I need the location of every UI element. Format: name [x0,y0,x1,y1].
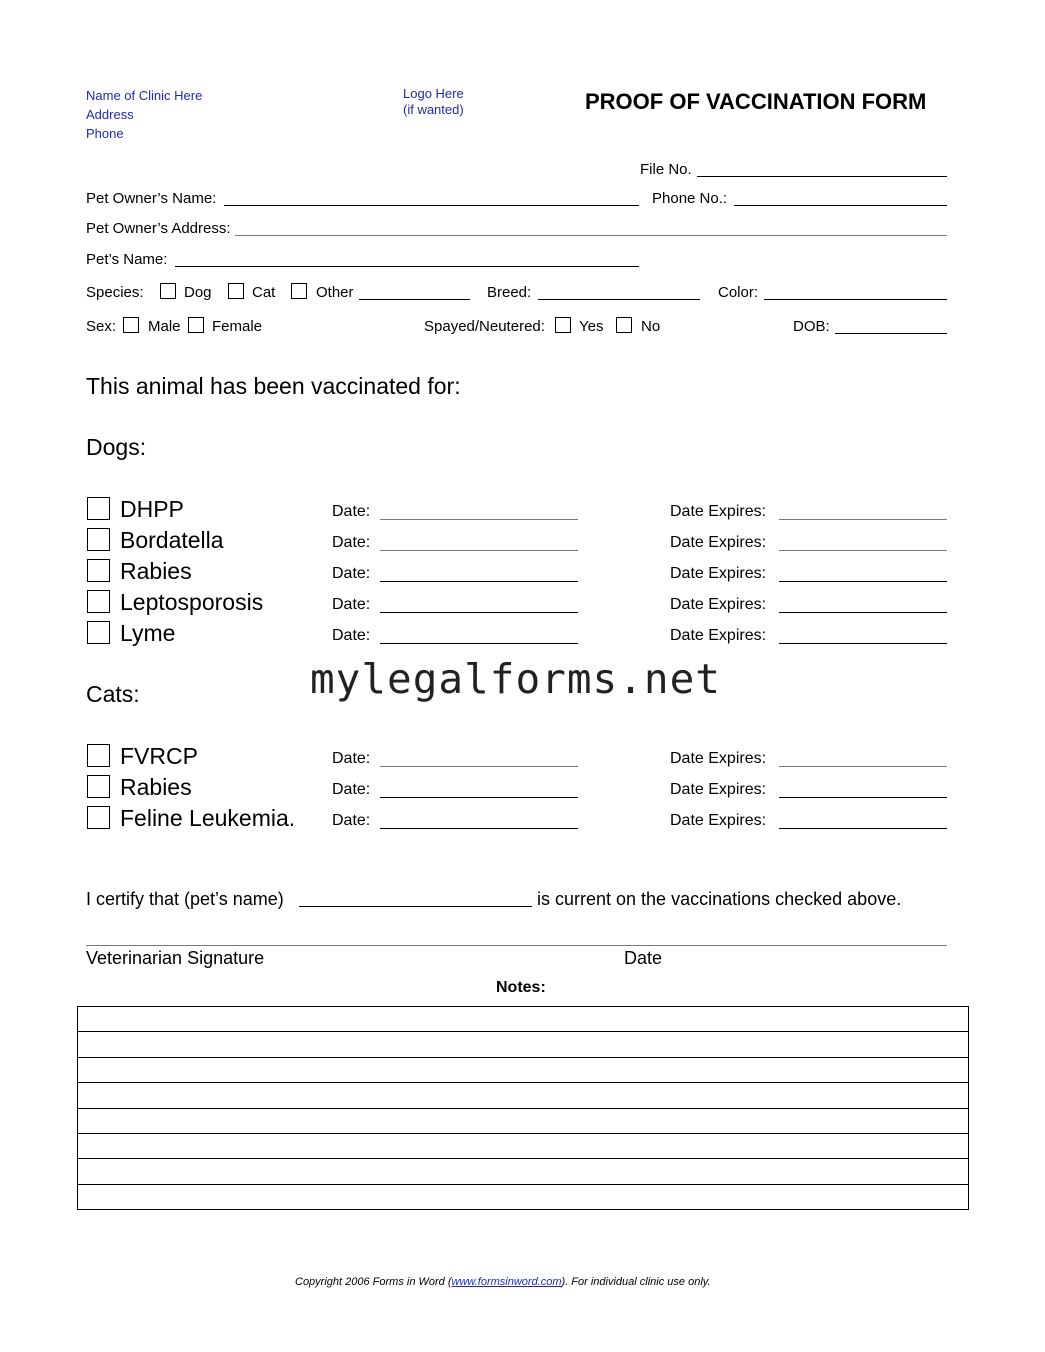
logo-placeholder: Logo Here [403,86,464,101]
file-no-field[interactable] [697,176,947,177]
notes-box[interactable] [77,1006,969,1210]
date-expires-label: Date Expires: [670,596,767,613]
dhpp-checkbox[interactable] [87,497,110,520]
date-expires-label: Date Expires: [670,781,767,798]
owner-name-field[interactable] [224,205,639,206]
male-label: Male [148,318,181,335]
notes-line[interactable] [78,1032,968,1057]
date-label: Date: [332,503,371,520]
date-expires-field[interactable] [779,766,947,767]
date-field[interactable] [380,828,578,829]
footer-copyright [295,1276,711,1288]
dob-label: DOB: [793,318,830,335]
owner-name-label: Pet Owner’s Name: [86,190,217,207]
footer-prefix: Copyright 2006 Forms in Word ( [295,1276,452,1288]
female-checkbox[interactable] [188,317,204,333]
date-label: Date: [332,750,371,767]
notes-label: Notes: [496,979,546,996]
date-expires-field[interactable] [779,828,947,829]
phone-no-label: Phone No.: [652,190,728,207]
date-expires-label: Date Expires: [670,750,767,767]
date-expires-field[interactable] [779,581,947,582]
date-field[interactable] [380,519,578,520]
date-field[interactable] [380,612,578,613]
phone-no-field[interactable] [734,205,947,206]
date-field[interactable] [380,643,578,644]
vaccine-label: DHPP [120,496,184,522]
male-checkbox[interactable] [123,317,139,333]
notes-line[interactable] [78,1083,968,1108]
date-expires-field[interactable] [779,612,947,613]
certify-suffix: is current on the vaccinations checked above. [537,889,902,909]
fvrcp-checkbox[interactable] [87,744,110,767]
spayed-no-label: No [641,318,661,335]
spayed-label: Spayed/Neutered: [424,318,545,335]
date-expires-field[interactable] [779,550,947,551]
date-expires-label: Date Expires: [670,503,767,520]
watermark: mylegalforms.net [310,655,721,703]
notes-line[interactable] [78,1134,968,1159]
female-label: Female [212,318,263,335]
vaccine-label: Lyme [120,620,176,646]
other-species-field[interactable] [359,299,470,300]
file-no-label: File No. [640,161,692,178]
color-field[interactable] [764,299,947,300]
rabies-dog-checkbox[interactable] [87,559,110,582]
leptosporosis-checkbox[interactable] [87,590,110,613]
signature-date-label: Date [624,948,663,968]
owner-address-field[interactable] [235,235,947,236]
spayed-yes-label: Yes [579,318,604,335]
page-title: PROOF OF VACCINATION FORM [585,89,927,114]
species-label: Species: [86,284,144,301]
pet-name-label: Pet’s Name: [86,251,168,268]
date-label: Date: [332,812,371,829]
footer-suffix: ). For individual clinic use only. [561,1276,711,1288]
rabies-cat-checkbox[interactable] [87,775,110,798]
date-expires-label: Date Expires: [670,627,767,644]
date-expires-label: Date Expires: [670,534,767,551]
clinic-phone: Phone [86,126,124,141]
color-label: Color: [718,284,759,301]
cats-heading: Cats: [86,681,140,707]
date-label: Date: [332,627,371,644]
other-label: Other [316,284,354,301]
cat-label: Cat [252,284,276,301]
date-label: Date: [332,534,371,551]
vaccine-label: Feline Leukemia. [120,805,296,831]
date-expires-field[interactable] [779,643,947,644]
date-expires-field[interactable] [779,519,947,520]
signature-line[interactable] [86,945,947,946]
bordatella-checkbox[interactable] [87,528,110,551]
dog-checkbox[interactable] [160,283,176,299]
date-field[interactable] [380,550,578,551]
notes-line[interactable] [78,1007,968,1032]
feline-leukemia-checkbox[interactable] [87,806,110,829]
date-label: Date: [332,596,371,613]
footer-link[interactable]: www.formsinword.com [451,1276,562,1288]
dob-field[interactable] [835,333,947,334]
vaccine-label: Rabies [120,774,192,800]
date-field[interactable] [380,581,578,582]
notes-line[interactable] [78,1159,968,1184]
vaccine-label: Bordatella [120,527,224,553]
vaccine-label: Rabies [120,558,192,584]
date-field[interactable] [380,797,578,798]
date-label: Date: [332,781,371,798]
lyme-checkbox[interactable] [87,621,110,644]
certify-pet-name-field[interactable] [299,906,532,907]
date-expires-label: Date Expires: [670,812,767,829]
date-label: Date: [332,565,371,582]
notes-line[interactable] [78,1185,968,1210]
vet-signature-label: Veterinarian Signature [86,948,265,968]
breed-label: Breed: [487,284,532,301]
other-checkbox[interactable] [291,283,307,299]
vaccine-label: Leptosporosis [120,589,264,615]
breed-field[interactable] [538,299,700,300]
clinic-name: Name of Clinic Here [86,88,203,103]
spayed-yes-checkbox[interactable] [555,317,571,333]
notes-line[interactable] [78,1109,968,1134]
dog-label: Dog [184,284,212,301]
pet-name-field[interactable] [175,266,639,267]
logo-note: (if wanted) [403,102,464,117]
clinic-address: Address [86,107,134,122]
date-field[interactable] [380,766,578,767]
cat-checkbox[interactable] [228,283,244,299]
spayed-no-checkbox[interactable] [616,317,632,333]
date-expires-field[interactable] [779,797,947,798]
notes-line[interactable] [78,1058,968,1083]
vaccine-label: FVRCP [120,743,198,769]
sex-label: Sex: [86,318,117,335]
certify-prefix: I certify that (pet’s name) [86,889,284,909]
vaccinated-heading: This animal has been vaccinated for: [86,373,461,399]
owner-address-label: Pet Owner’s Address: [86,220,231,237]
date-expires-label: Date Expires: [670,565,767,582]
dogs-heading: Dogs: [86,434,147,460]
